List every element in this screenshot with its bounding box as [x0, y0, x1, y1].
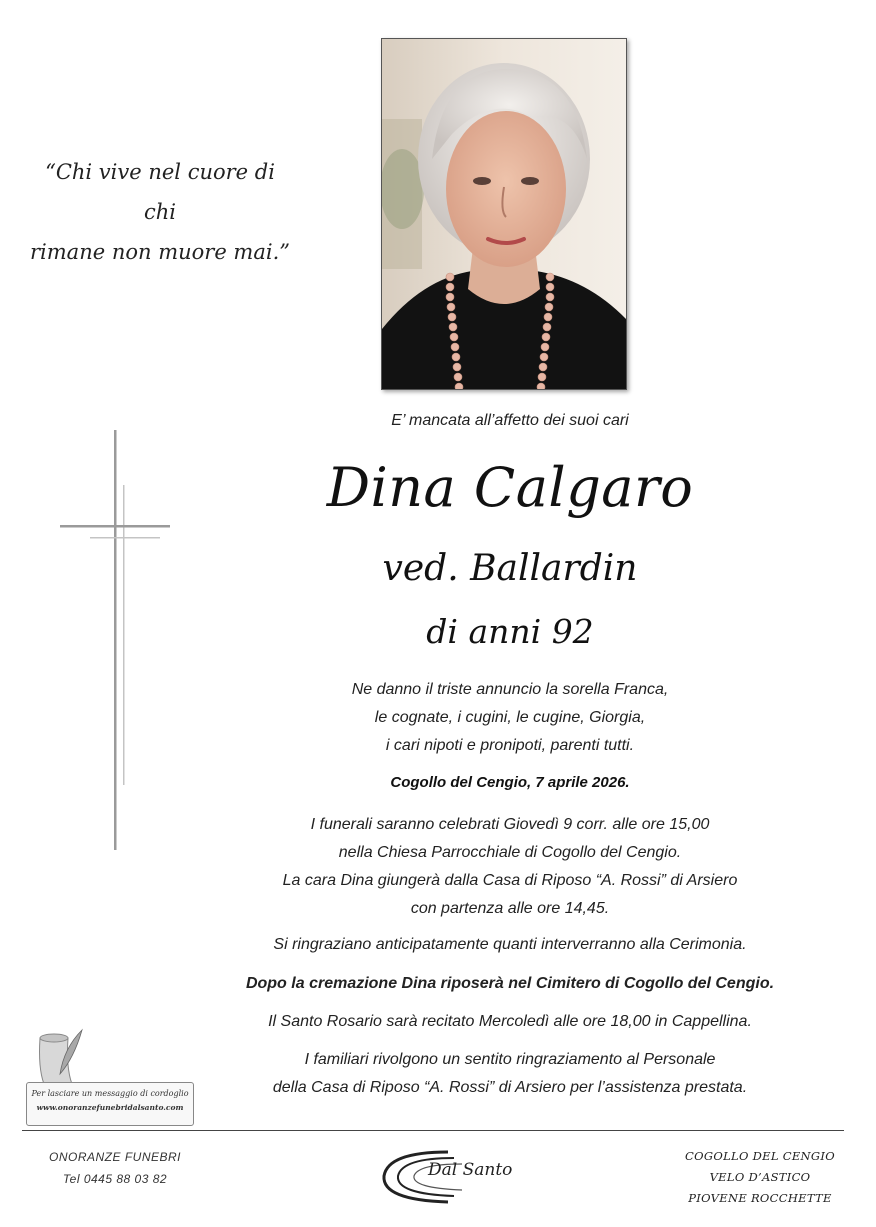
- thanks-text: Si ringraziano anticipatamente quanti interverranno alla Cerimonia.: [273, 936, 747, 953]
- location-item: VELO D’ASTICO: [709, 1170, 811, 1184]
- funeral-line: con partenza alle ore 14,45.: [410, 900, 610, 917]
- family-thanks-line: I familiari rivolgono un sentito ringraziamento al Personale: [304, 1051, 716, 1068]
- location-item: COGOLLO DEL CENGIO: [685, 1149, 835, 1163]
- footer-locations: [660, 1146, 860, 1209]
- quill-scroll-icon: [34, 1028, 90, 1086]
- portrait-photo: [381, 38, 627, 390]
- agency-phone: Tel 0445 88 03 82: [62, 1172, 168, 1186]
- footer-divider: [22, 1130, 844, 1131]
- family-thanks-line: della Casa di Riposo “A. Rossi” di Arsiero per l’assistenza prestata.: [272, 1079, 748, 1096]
- memorial-quote: [30, 152, 290, 272]
- announcement-line: i cari nipoti e pronipoti, parenti tutti.: [385, 737, 635, 754]
- announcement-line: le cognate, i cugini, le cugine, Giorgia,: [374, 709, 646, 726]
- funeral-line: nella Chiesa Parrocchiale di Cogollo del Cengio.: [338, 844, 682, 861]
- deceased-age: di anni 92: [426, 612, 594, 651]
- announcement-line: Ne danno il triste annuncio la sorella Franca,: [351, 681, 669, 698]
- family-thanks: [160, 1046, 860, 1102]
- deceased-name: Dina Calgaro: [326, 456, 694, 519]
- deceased-vedova: ved. Ballardin: [382, 548, 638, 589]
- condolence-url[interactable]: www.onoranzefunebridalsanto.com: [36, 1103, 184, 1112]
- footer-left: [30, 1146, 200, 1190]
- funeral-line: I funerali saranno celebrati Giovedì 9 corr. alle ore 15,00: [310, 816, 710, 833]
- intro-text: E’ mancata all’affetto dei suoi cari: [391, 412, 629, 429]
- place-date: Cogollo del Cengio, 7 aprile 2026.: [390, 774, 630, 791]
- cremation-text: Dopo la cremazione Dina riposerà nel Cimitero di Cogollo del Cengio.: [245, 975, 775, 992]
- agency-logo-text: Dal Santo: [428, 1160, 513, 1180]
- announcement: [160, 676, 860, 760]
- condolence-link-box[interactable]: [26, 1082, 194, 1126]
- funeral-details: [160, 811, 860, 923]
- rosary-text: Il Santo Rosario sarà recitato Mercoledì alle ore 18,00 in Cappellina.: [268, 1013, 752, 1030]
- funeral-line: La cara Dina giungerà dalla Casa di Riposo “A. Rossi” di Arsiero: [282, 872, 738, 889]
- location-item: PIOVENE ROCCHETTE: [688, 1191, 832, 1205]
- condolence-text: Per lasciare un messaggio di cordoglio: [31, 1089, 189, 1098]
- agency-title: ONORANZE FUNEBRI: [48, 1150, 181, 1164]
- quote-line-1: “Chi vive nel cuore di chi: [45, 160, 275, 224]
- portrait-illustration: [382, 39, 626, 389]
- quote-line-2: rimane non muore mai.”: [30, 240, 290, 264]
